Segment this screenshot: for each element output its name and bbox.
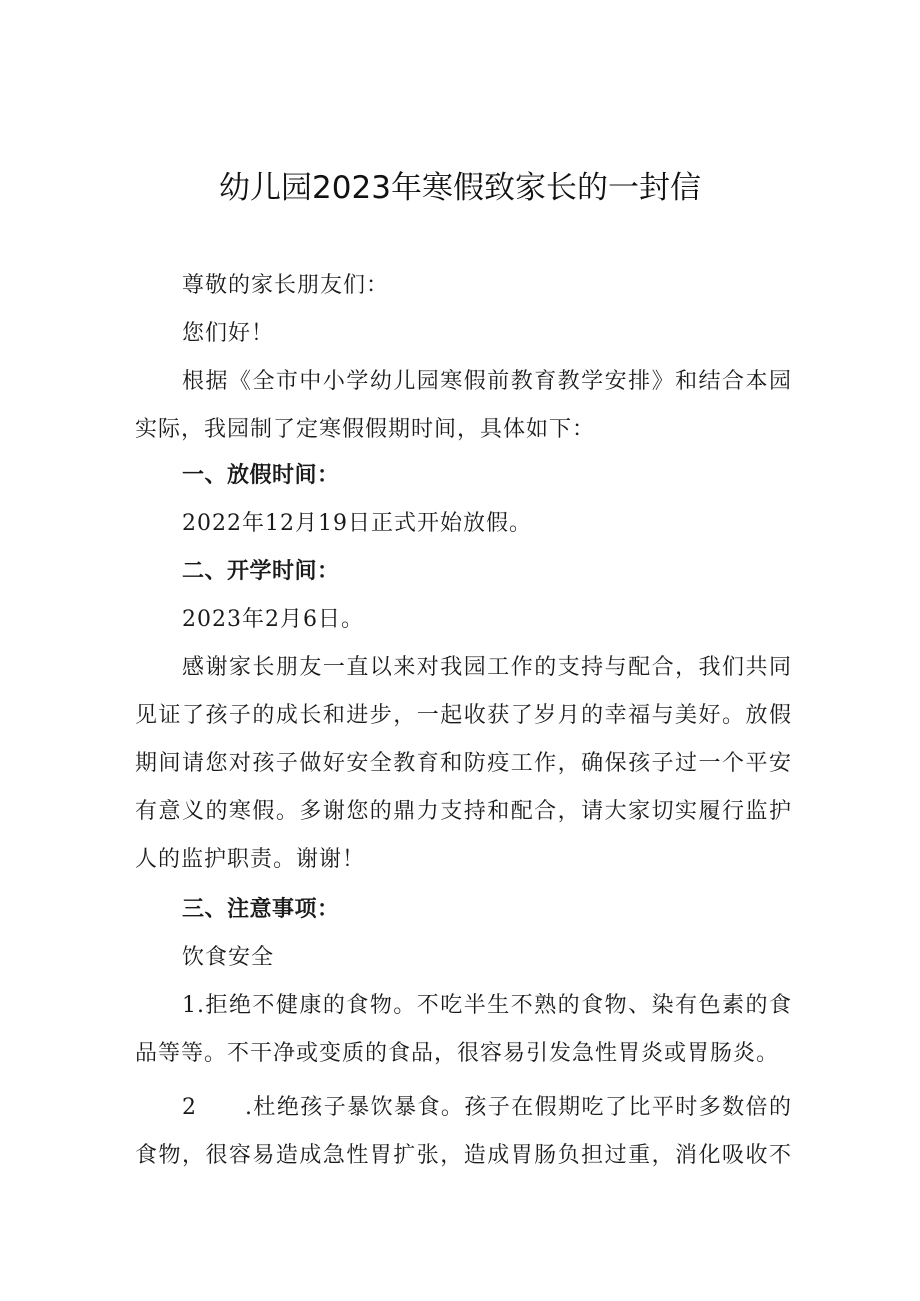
note-item-2 <box>135 1084 792 1180</box>
thanks-paragraph <box>135 644 792 884</box>
greeting: 尊敬的家长朋友们： <box>182 273 390 298</box>
thanks-line-1: 感谢家长朋友一直以来对我园工作的支持与配合，我们共同 <box>182 655 792 680</box>
thanks-line-4: 有意义的寒假。多谢您的鼎力支持和配合，请大家切实履行监护 <box>135 799 792 824</box>
intro-paragraph <box>135 358 792 454</box>
item2-line-2: 食物，很容易造成急性胃扩张，造成胃肠负担过重，消化吸收不 <box>135 1143 792 1168</box>
section1-heading: 一、放假时间： <box>182 463 340 488</box>
section3-heading: 三、注意事项： <box>182 897 340 922</box>
section2-heading: 二、开学时间： <box>182 559 340 584</box>
item2-line-1: .杜绝孩子暴饮暴食。孩子在假期吃了比平时多数倍的 <box>245 1095 792 1120</box>
thanks-line-3: 期间请您对孩子做好安全教育和防疫工作，确保孩子过一个平安 <box>135 751 792 776</box>
item1-line-2: 品等等。不干净或变质的食品，很容易引发急性胃炎或胃肠炎。 <box>135 1041 780 1066</box>
letter-body <box>135 262 792 358</box>
thanks-line-2: 见证了孩子的成长和进步，一起收获了岁月的幸福与美好。放假 <box>135 703 792 728</box>
section2-text: 2023年2月6日。 <box>182 607 364 632</box>
item1-line-1: 1.拒绝不健康的食物。不吃半生不熟的食物、染有色素的食 <box>182 993 792 1018</box>
section1-text: 2022年12月19日正式开始放假。 <box>182 511 532 536</box>
item2-number: 2 <box>182 1095 197 1120</box>
document-title: 幼儿园2023年寒假致家长的一封信 <box>219 170 701 206</box>
note-item-1 <box>135 982 792 1078</box>
section-vacation-time <box>135 452 792 548</box>
section-school-start <box>135 548 792 644</box>
item2-gap <box>197 1084 245 1132</box>
section3-subheading: 饮食安全 <box>182 945 275 970</box>
hello: 您们好！ <box>182 321 275 346</box>
intro-line-1: 根据《全市中小学幼儿园寒假前教育教学安排》和结合本园 <box>182 369 792 394</box>
section-notes <box>135 886 792 982</box>
intro-line-2: 实际，我园制了定寒假假期时间，具体如下： <box>135 417 596 442</box>
item2-line-1-row <box>135 1084 792 1132</box>
thanks-line-5: 人的监护职责。谢谢！ <box>135 847 366 872</box>
